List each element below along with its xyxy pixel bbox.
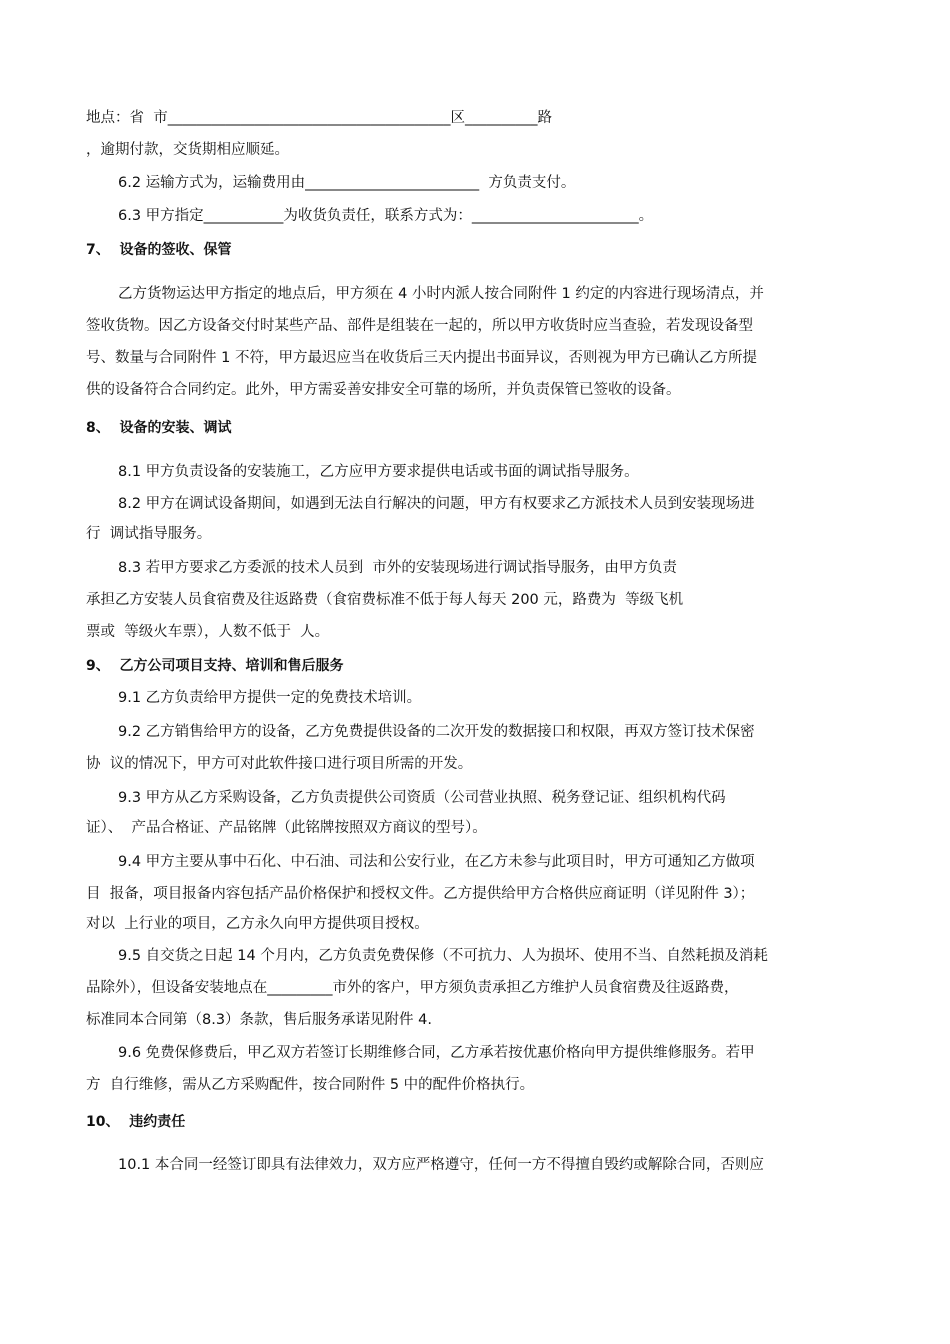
paragraph-line: 对以 上行业的项目，乙方永久向甲方提供项目授权。	[86, 916, 429, 932]
paragraph-line: 品除外），但设备安装地点在_________市外的客户，甲方须负责承担乙方维护人员食宿费及往返路费，	[86, 980, 739, 996]
clause-6-3: 6.3 甲方指定___________为收货负责任，联系方式为：_______________________。	[118, 208, 654, 224]
clause-8-1: 8.1 甲方负责设备的安装施工，乙方应甲方要求提供电话或书面的调试指导服务。	[118, 464, 639, 480]
section-heading-7: 7、 设备的签收、保管	[86, 242, 232, 258]
clause-6-2: 6.2 运输方式为，运输费用由________________________ 方负责支付。	[118, 175, 576, 191]
paragraph-line: 目 报备，项目报备内容包括产品价格保护和授权文件。乙方提供给甲方合格供应商证明（详见附件 3）；	[86, 886, 755, 902]
clause-8-3: 8.3 若甲方要求乙方委派的技术人员到 市外的安装现场进行调试指导服务，由甲方负责	[118, 560, 677, 576]
paragraph-line: 行 调试指导服务。	[86, 526, 212, 542]
clause-9-5: 9.5 自交货之日起 14 个月内，乙方负责免费保修（不可抗力、人为损坏、使用不当、自然耗损及消耗	[118, 948, 768, 964]
paragraph-line: 乙方货物运达甲方指定的地点后，甲方须在 4 小时内派人按合同附件 1 约定的内容进行现场清点，并	[118, 286, 764, 302]
clause-9-3: 9.3 甲方从乙方采购设备，乙方负责提供公司资质（公司营业执照、税务登记证、组织机构代码	[118, 790, 726, 806]
paragraph-line: 方 自行维修，需从乙方采购配件，按合同附件 5 中的配件价格执行。	[86, 1077, 535, 1093]
paragraph-line: 标准同本合同第（8.3）条款，售后服务承诺见附件 4.	[86, 1012, 433, 1028]
section-heading-8: 8、 设备的安装、调试	[86, 420, 232, 436]
paragraph-line: 承担乙方安装人员食宿费及往返路费（食宿费标准不低于每人每天 200 元，路费为 等级飞机	[86, 592, 684, 608]
clause-9-6: 9.6 免费保修费后，甲乙双方若签订长期维修合同，乙方承若按优惠价格向甲方提供维修服务。若甲	[118, 1045, 755, 1061]
section-heading-10: 10、 违约责任	[86, 1114, 186, 1130]
clause-9-2: 9.2 乙方销售给甲方的设备，乙方免费提供设备的二次开发的数据接口和权限，再双方签订技术保密	[118, 724, 755, 740]
paragraph-line: 供的设备符合合同约定。此外，甲方需妥善安排安全可靠的场所，并负责保管已签收的设备。	[86, 382, 681, 398]
section-heading-9: 9、 乙方公司项目支持、培训和售后服务	[86, 658, 344, 674]
paragraph-line: 签收货物。因乙方设备交付时某些产品、部件是组装在一起的，所以甲方收货时应当查验，若发现设备型	[86, 318, 753, 334]
clause-8-2: 8.2 甲方在调试设备期间，如遇到无法自行解决的问题，甲方有权要求乙方派技术人员到安装现场进	[118, 496, 755, 512]
paragraph-line: 证）、 产品合格证、产品铭牌（此铭牌按照双方商议的型号）。	[86, 820, 487, 836]
address-line: 地点：省 市_______________________________________区__________路	[86, 110, 552, 126]
clause-9-1: 9.1 乙方负责给甲方提供一定的免费技术培训。	[118, 690, 422, 706]
clause-10-1: 10.1 本合同一经签订即具有法律效力，双方应严格遵守，任何一方不得擅自毁约或解除合同，否则应	[118, 1157, 764, 1173]
paragraph-line: 协 议的情况下，甲方可对此软件接口进行项目所需的开发。	[86, 756, 473, 772]
clause-9-4: 9.4 甲方主要从事中石化、中石油、司法和公安行业，在乙方未参与此项目时，甲方可通知乙方做项	[118, 854, 755, 870]
paragraph-line: 票或 等级火车票），人数不低于 人。	[86, 624, 330, 640]
paragraph-line: ，逾期付款，交货期相应顺延。	[86, 142, 289, 158]
paragraph-line: 号、数量与合同附件 1 不符，甲方最迟应当在收货后三天内提出书面异议，否则视为甲方已确认乙方所提	[86, 350, 757, 366]
